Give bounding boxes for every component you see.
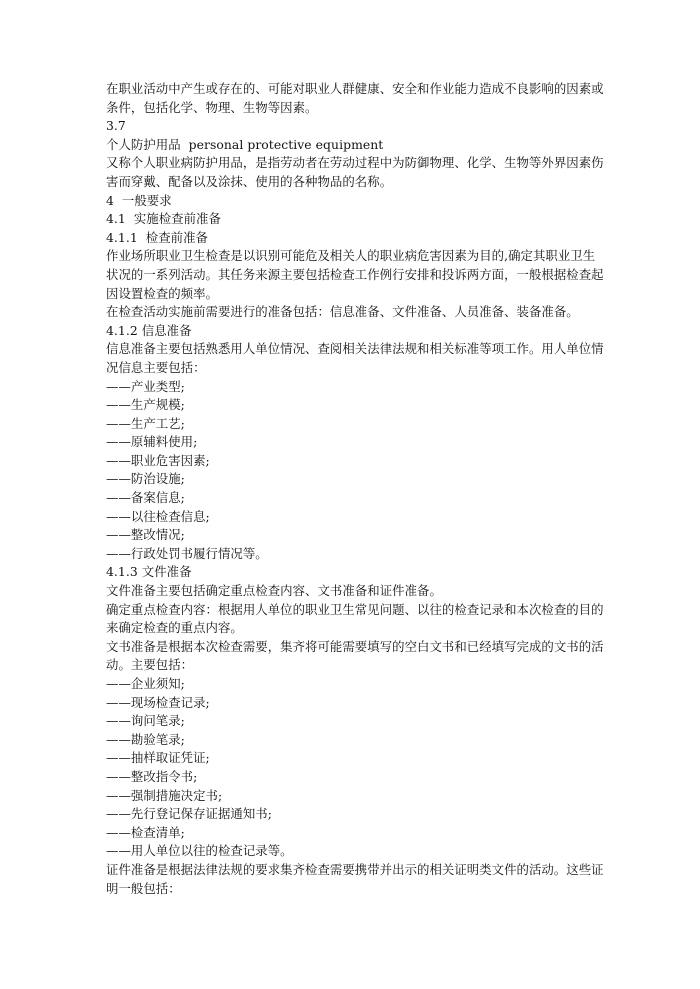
- text-line: 确定重点检查内容：根据用人单位的职业卫生常见问题、以往的检查记录和本次检查的目的: [106, 601, 604, 617]
- subsection-heading: 4.1 实施检查前准备: [106, 211, 221, 227]
- list-item: ——强制措施决定书;: [106, 787, 223, 803]
- list-item: ——以往检查信息;: [106, 508, 210, 524]
- text-line: 害而穿戴、配备以及涂抹、使用的各种物品的名称。: [106, 173, 393, 189]
- text-line: 明一般包括：: [106, 880, 181, 896]
- list-item: ——防治设施;: [106, 471, 185, 487]
- text-line: 作业场所职业卫生检查是以识别可能危及相关人的职业病危害因素为目的,确定其职业卫生: [106, 248, 596, 264]
- text-line: 信息准备主要包括熟悉用人单位情况、查阅相关法律法规和相关标准等项工作。用人单位情: [106, 341, 604, 357]
- subsection-heading: 4.1.3 文件准备: [106, 564, 192, 580]
- list-item: ——生产规模;: [106, 397, 185, 413]
- list-item: ——用人单位以往的检查记录等。: [106, 843, 293, 859]
- section-heading: 4 一般要求: [106, 192, 172, 208]
- list-item: ——询问笔录;: [106, 713, 185, 729]
- section-number: 3.7: [106, 118, 126, 134]
- document-page: [106, 80, 604, 898]
- text-line: 文书准备是根据本次检查需要，集齐将可能需要填写的空白文书和已经填写完成的文书的活: [106, 638, 604, 654]
- list-item: ——检查清单;: [106, 824, 185, 840]
- list-item: ——企业须知;: [106, 676, 185, 691]
- text-line: 条件，包括化学、物理、生物等因素。: [106, 99, 318, 115]
- list-item: ——整改情况;: [106, 527, 185, 543]
- text-line: 在职业活动中产生或存在的、可能对职业人群健康、安全和作业能力造成不良影响的因素或: [106, 81, 604, 96]
- text-line: 状况的一系列活动。其任务来源主要包括检查工作例行安排和投诉两方面，一般根据检查起: [106, 266, 604, 282]
- text-line: 又称个人职业病防护用品，是指劳动者在劳动过程中为防御物理、化学、生物等外界因素伤: [106, 155, 604, 171]
- text-line: 在检查活动实施前需要进行的准备包括：信息准备、文件准备、人员准备、装备准备。: [106, 304, 579, 320]
- list-item: ——产业类型;: [106, 378, 185, 394]
- text-line: 证件准备是根据法律法规的要求集齐检查需要携带并出示的相关证明类文件的活动。这些证: [106, 861, 604, 877]
- subsection-heading: 4.1.2 信息准备: [106, 322, 192, 338]
- subsection-heading: 4.1.1 检查前准备: [106, 229, 208, 245]
- list-item: ——现场检查记录;: [106, 694, 210, 710]
- list-item: ——原辅料使用;: [106, 434, 198, 450]
- text-line: 动。主要包括：: [106, 657, 194, 673]
- list-item: ——勘验笔录;: [106, 731, 185, 747]
- text-line: 来确定检查的重点内容。: [106, 620, 243, 636]
- text-line: 文件准备主要包括确定重点检查内容、文书准备和证件准备。: [106, 583, 442, 599]
- list-item: ——行政处罚书履行情况等。: [106, 545, 268, 561]
- list-item: ——职业危害因素;: [106, 452, 210, 468]
- list-item: ——先行登记保存证据通知书;: [106, 806, 272, 822]
- list-item: ——生产工艺;: [106, 415, 185, 431]
- list-item: ——备案信息;: [106, 490, 185, 506]
- text-line: 因设置检查的频率。: [106, 285, 218, 301]
- list-item: ——抽样取证凭证;: [106, 750, 210, 766]
- text-line: 况信息主要包括：: [106, 359, 206, 375]
- list-item: ——整改指令书;: [106, 768, 198, 784]
- term-heading: 个人防护用品 personal protective equipment: [106, 136, 384, 152]
